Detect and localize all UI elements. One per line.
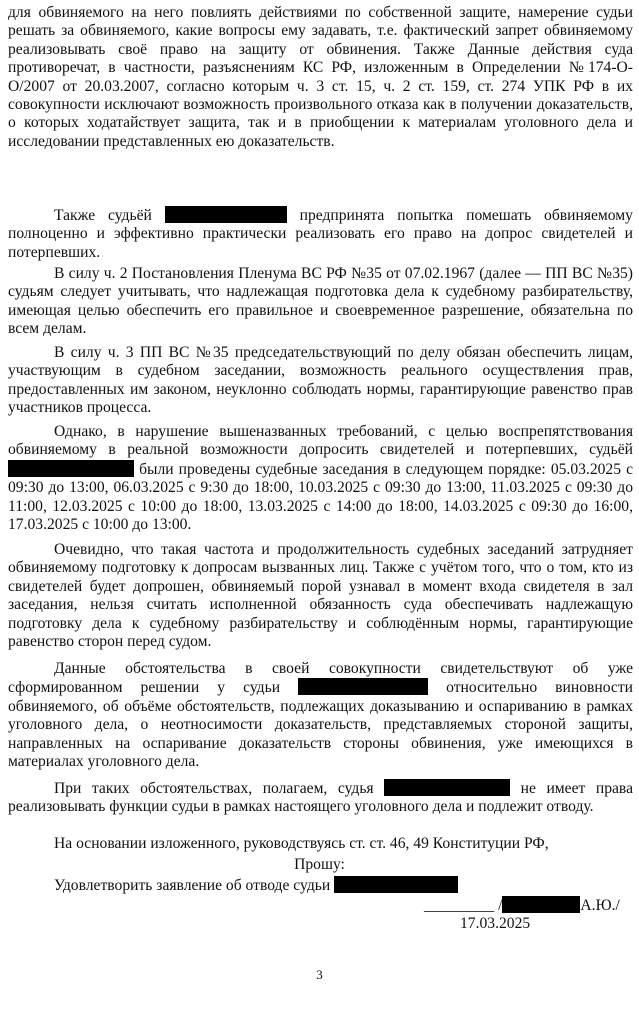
redacted-name (165, 206, 287, 223)
signature-date: 17.03.2025 (460, 915, 531, 932)
request-line (54, 876, 458, 895)
redacted-name (334, 876, 458, 893)
paragraph-7 (8, 660, 633, 771)
paragraph-5 (8, 423, 633, 534)
request-text: Удовлетворить заявление об отводе судьи (54, 877, 331, 894)
paragraph-6: Очевидно, что такая частота и продолжительность судебных заседаний затрудняет обвиняемому подготовку к допросам вызванных лиц. Также с учётом того, что о том, кто из свидетелей будет допрошен, обвиняемый порой узнавал в момент входа свидетеля в зал заседания, нельзя считать исполненной обязанность суда обеспечивать надлежащую подготовку дела к судебному разбирательству и соблюдённым нормы, гарантирующие равенство сторон перед судом. (8, 541, 633, 651)
paragraph-2-end: предпринята попытка помешать обвиняемому полноценно и эффективно практически реализовать его право на допрос свидетелей и потерпевших. (8, 207, 633, 261)
paragraph-7-end: относительно виновности обвиняемого, об объёме обстоятельств, подлежащих доказыванию и оспариванию в рамках уголовного дела, о неотносимости доказательств, представляемых стороной защиты, направленных на оспаривание доказательств стороны обвинения, уже имеющихся в материалах уголовного дела. (8, 679, 633, 771)
redacted-name (8, 460, 134, 477)
paragraph-9: На основании изложенного, руководствуясь ст. ст. 46, 49 Конституции РФ, (54, 835, 549, 852)
redacted-name (384, 779, 510, 796)
paragraph-8-start: При таких обстоятельствах, полагаем, судья (54, 780, 374, 797)
signature-blank: _________ / (424, 897, 503, 914)
paragraph-3: В силу ч. 2 Постановления Пленума ВС РФ №35 от 07.02.1967 (далее — ПП ВС №35) судьям следует учитывать, что надлежащая подготовка дела к судебному разбирательству, имеющая целью обеспечить его правильное и своевременное разрешение, обязательна по всем делам. (8, 265, 633, 338)
paragraph-5-end: были проведены судебные заседания в следующем порядке: 05.03.2025 с 09:30 до 13:00, 06.03.2025 с 9:30 до 18:00, 10.03.2025 с 09:30 до 13:00, 11.03.2025 с 09:30 до 11:00, 12.03.2025 с 10:00 до 18:00, 13.03.2025 с 14:00 до 18:00, 14.03.2025 с 09:30 до 16:00, 17.03.2025 с 10:00 до 13:00. (8, 460, 633, 534)
paragraph-8 (8, 779, 633, 817)
signature-initials: А.Ю./ (580, 897, 620, 914)
paragraph-8-end: не имеет права реализовывать функции судьи в рамках настоящего уголовного дела и подлежит отводу. (8, 780, 633, 816)
paragraph-4: В силу ч. 3 ПП ВС №35 председательствующий по делу обязан обеспечить лицам, участвующим в судебном заседании, возможность реального осуществления прав, предоставленных им законом, неуклонно соблюдать нормы, гарантирующие равенство прав участников процесса. (8, 344, 633, 417)
page-number: 3 (316, 967, 323, 982)
request-heading: Прошу: (294, 856, 345, 873)
paragraph-7-start: Данные обстоятельства в своей совокупности свидетельствуют об уже сформированном решении у судьи (8, 660, 633, 697)
paragraph-5-start: Однако, в нарушение вышеназванных требований, с целью воспрепятствования обвиняемому в реальной возможности допросить свидетелей и потерпевших, судьёй (8, 423, 633, 459)
paragraph-2-start: Также судьёй (54, 207, 152, 224)
redacted-name (298, 678, 428, 695)
paragraph-2 (8, 206, 633, 262)
paragraph-1: для обвиняемого на него повлиять действиями по собственной защите, намерение судьи решать за обвиняемого, какие вопросы ему задавать, т.е. фактический запрет обвиняемому реализовывать своё право на защиту от обвинения. Также Данные действия суда противоречат, в частности, разъяснениям КС РФ, изложенным в Определении №174-О-О/2007 от 20.03.2007, согласно которым ч. 3 ст. 15, ч. 2 ст. 159, ст. 274 УПК РФ в их совокупности исключают возможность произвольного отказа как в получении доказательств, о которых ходатайствует защита, так и в приобщении к материалам уголовного дела и исследовании представленных ею доказательств. (8, 4, 633, 150)
redacted-signature-name (502, 896, 580, 913)
signature-line (424, 896, 620, 915)
